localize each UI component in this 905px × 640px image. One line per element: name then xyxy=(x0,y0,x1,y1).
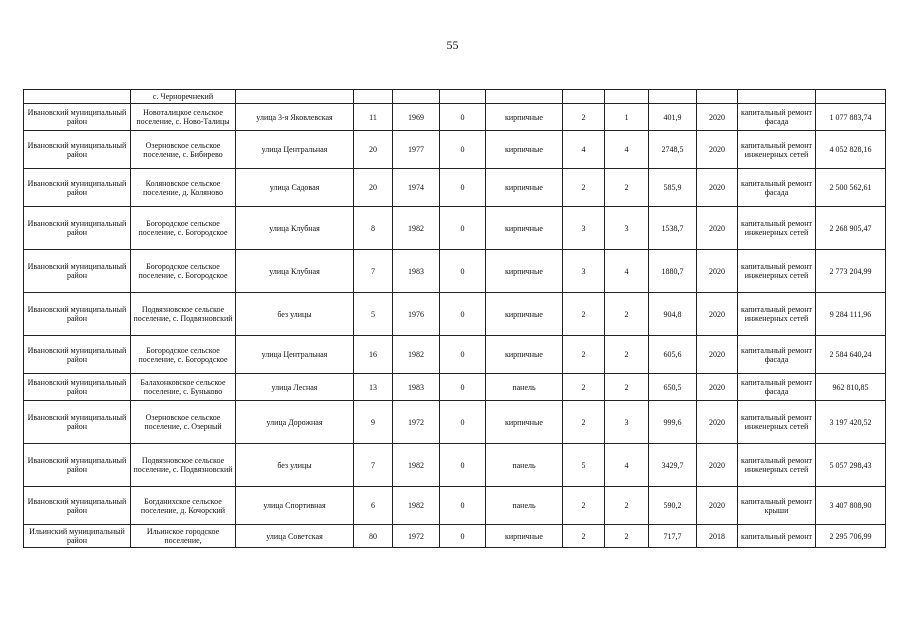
cell-cost: 5 057 298,43 xyxy=(816,444,886,487)
cell-material: кирпичные xyxy=(486,131,563,169)
cell-entrances: 4 xyxy=(605,250,649,293)
cell-plan-year: 2020 xyxy=(697,207,738,250)
cell-cost xyxy=(816,90,886,104)
cell-year xyxy=(393,90,440,104)
cell-street: улица Садовая xyxy=(236,169,354,207)
cell-material: кирпичные xyxy=(486,169,563,207)
cell-cost: 962 810,85 xyxy=(816,374,886,401)
cell-work: капитальный ремонт фасада xyxy=(738,169,816,207)
cell-area: 1880,7 xyxy=(649,250,697,293)
cell-district: Ивановский муниципальный район xyxy=(24,293,131,336)
table-row xyxy=(24,131,886,169)
cell-floors: 2 xyxy=(563,374,605,401)
cell-zero: 0 xyxy=(440,401,486,444)
page-number: 55 xyxy=(446,38,459,52)
cell-street: улица Центральная xyxy=(236,336,354,374)
cell-year: 1983 xyxy=(393,250,440,293)
cell-area xyxy=(649,90,697,104)
cell-district: Ивановский муниципальный район xyxy=(24,250,131,293)
cell-street: улица Лесная xyxy=(236,374,354,401)
cell-district: Ивановский муниципальный район xyxy=(24,104,131,131)
cell-year: 1982 xyxy=(393,444,440,487)
cell-settlement: Богданихское сельское поселение, д. Кочорский xyxy=(131,487,236,525)
cell-area: 605,6 xyxy=(649,336,697,374)
cell-settlement: Озерновское сельское поселение, с. Бибирево xyxy=(131,131,236,169)
cell-floors: 2 xyxy=(563,104,605,131)
cell-zero: 0 xyxy=(440,250,486,293)
cell-year: 1976 xyxy=(393,293,440,336)
cell-house: 8 xyxy=(354,207,393,250)
cell-work: капитальный ремонт инженерных сетей xyxy=(738,131,816,169)
cell-street xyxy=(236,90,354,104)
cell-material: кирпичные xyxy=(486,207,563,250)
cell-cost: 2 773 204,99 xyxy=(816,250,886,293)
cell-entrances: 2 xyxy=(605,374,649,401)
cell-work: капитальный ремонт инженерных сетей xyxy=(738,207,816,250)
cell-floors: 2 xyxy=(563,336,605,374)
table-row xyxy=(24,336,886,374)
cell-work: капитальный ремонт крыши xyxy=(738,487,816,525)
cell-house: 20 xyxy=(354,131,393,169)
cell-zero: 0 xyxy=(440,169,486,207)
cell-entrances xyxy=(605,90,649,104)
table-row xyxy=(24,374,886,401)
cell-zero: 0 xyxy=(440,374,486,401)
cell-street: без улицы xyxy=(236,444,354,487)
cell-work: капитальный ремонт фасада xyxy=(738,336,816,374)
cell-area: 904,8 xyxy=(649,293,697,336)
cell-plan-year: 2020 xyxy=(697,487,738,525)
cell-work: капитальный ремонт xyxy=(738,525,816,548)
cell-street: улица 3-я Яковлевская xyxy=(236,104,354,131)
cell-zero: 0 xyxy=(440,336,486,374)
cell-area: 401,9 xyxy=(649,104,697,131)
cell-settlement: Богородское сельское поселение, с. Богородское xyxy=(131,336,236,374)
cell-plan-year: 2020 xyxy=(697,444,738,487)
cell-year: 1974 xyxy=(393,169,440,207)
cell-entrances: 3 xyxy=(605,207,649,250)
cell-year: 1972 xyxy=(393,401,440,444)
cell-district: Ивановский муниципальный район xyxy=(24,131,131,169)
cell-settlement: с. Черноречнекий xyxy=(131,90,236,104)
cell-settlement: Коляновское сельское поселение, д. Коляново xyxy=(131,169,236,207)
cell-floors: 2 xyxy=(563,525,605,548)
cell-floors: 2 xyxy=(563,401,605,444)
cell-material: кирпичные xyxy=(486,104,563,131)
cell-plan-year: 2020 xyxy=(697,374,738,401)
cell-house: 20 xyxy=(354,169,393,207)
cell-zero: 0 xyxy=(440,444,486,487)
cell-material: кирпичные xyxy=(486,401,563,444)
cell-floors: 2 xyxy=(563,169,605,207)
table-row xyxy=(24,444,886,487)
cell-material: кирпичные xyxy=(486,293,563,336)
cell-floors: 2 xyxy=(563,293,605,336)
cell-work: капитальный ремонт инженерных сетей xyxy=(738,250,816,293)
cell-street: без улицы xyxy=(236,293,354,336)
cell-street: улица Клубная xyxy=(236,207,354,250)
cell-district: Ивановский муниципальный район xyxy=(24,487,131,525)
cell-house: 7 xyxy=(354,444,393,487)
cell-house: 7 xyxy=(354,250,393,293)
table-row xyxy=(24,207,886,250)
cell-work: капитальный ремонт инженерных сетей xyxy=(738,401,816,444)
table-row-partial xyxy=(24,90,886,104)
cell-house: 16 xyxy=(354,336,393,374)
cell-cost: 2 268 905,47 xyxy=(816,207,886,250)
cell-area: 3429,7 xyxy=(649,444,697,487)
cell-street: улица Клубная xyxy=(236,250,354,293)
cell-settlement: Подвязновское сельское поселение, с. Подвязновский xyxy=(131,444,236,487)
cell-district: Ивановский муниципальный район xyxy=(24,336,131,374)
table-row xyxy=(24,169,886,207)
cell-district: Ивановский муниципальный район xyxy=(24,444,131,487)
cell-cost: 1 077 883,74 xyxy=(816,104,886,131)
cell-plan-year: 2020 xyxy=(697,104,738,131)
cell-year: 1969 xyxy=(393,104,440,131)
cell-floors xyxy=(563,90,605,104)
cell-entrances: 3 xyxy=(605,401,649,444)
cell-cost: 3 407 808,90 xyxy=(816,487,886,525)
cell-house: 6 xyxy=(354,487,393,525)
cell-cost: 9 284 111,96 xyxy=(816,293,886,336)
cell-plan-year: 2020 xyxy=(697,293,738,336)
cell-district: Ивановский муниципальный район xyxy=(24,207,131,250)
cell-district: Ивановский муниципальный район xyxy=(24,374,131,401)
cell-material: кирпичные xyxy=(486,525,563,548)
cell-material: панель xyxy=(486,444,563,487)
cell-cost: 2 500 562,61 xyxy=(816,169,886,207)
cell-plan-year: 2020 xyxy=(697,401,738,444)
cell-zero: 0 xyxy=(440,131,486,169)
cell-house xyxy=(354,90,393,104)
cell-cost: 3 197 420,52 xyxy=(816,401,886,444)
cell-area: 590,2 xyxy=(649,487,697,525)
cell-material: кирпичные xyxy=(486,250,563,293)
cell-floors: 3 xyxy=(563,250,605,293)
table-row xyxy=(24,293,886,336)
cell-settlement: Богородское сельское поселение, с. Богородское xyxy=(131,207,236,250)
cell-zero: 0 xyxy=(440,104,486,131)
cell-floors: 3 xyxy=(563,207,605,250)
cell-year: 1982 xyxy=(393,207,440,250)
table-body xyxy=(24,90,886,548)
cell-street: улица Центральная xyxy=(236,131,354,169)
cell-cost: 2 295 706,99 xyxy=(816,525,886,548)
cell-district: Ивановский муниципальный район xyxy=(24,401,131,444)
cell-material: панель xyxy=(486,374,563,401)
cell-area: 650,5 xyxy=(649,374,697,401)
cell-entrances: 4 xyxy=(605,444,649,487)
cell-district: Ильинский муниципальный район xyxy=(24,525,131,548)
cell-zero: 0 xyxy=(440,487,486,525)
cell-year: 1982 xyxy=(393,336,440,374)
cell-area: 717,7 xyxy=(649,525,697,548)
cell-district xyxy=(24,90,131,104)
cell-entrances: 4 xyxy=(605,131,649,169)
housing-repair-table xyxy=(23,89,886,548)
cell-area: 2748,5 xyxy=(649,131,697,169)
cell-settlement: Подвязновское сельское поселение, с. Подвязновский xyxy=(131,293,236,336)
cell-district: Ивановский муниципальный район xyxy=(24,169,131,207)
table-row xyxy=(24,525,886,548)
cell-area: 1538,7 xyxy=(649,207,697,250)
cell-plan-year: 2020 xyxy=(697,250,738,293)
cell-work: капитальный ремонт инженерных сетей xyxy=(738,444,816,487)
table-row xyxy=(24,487,886,525)
cell-zero: 0 xyxy=(440,525,486,548)
table-row xyxy=(24,250,886,293)
cell-plan-year xyxy=(697,90,738,104)
cell-area: 999,6 xyxy=(649,401,697,444)
cell-house: 13 xyxy=(354,374,393,401)
cell-house: 9 xyxy=(354,401,393,444)
cell-plan-year: 2020 xyxy=(697,131,738,169)
cell-house: 80 xyxy=(354,525,393,548)
cell-floors: 2 xyxy=(563,487,605,525)
cell-street: улица Советская xyxy=(236,525,354,548)
cell-area: 585,9 xyxy=(649,169,697,207)
cell-zero: 0 xyxy=(440,207,486,250)
cell-work: капитальный ремонт фасада xyxy=(738,104,816,131)
cell-work: капитальный ремонт инженерных сетей xyxy=(738,293,816,336)
cell-entrances: 2 xyxy=(605,336,649,374)
cell-settlement: Новоталицкое сельское поселение, с. Ново-Талицы xyxy=(131,104,236,131)
cell-settlement: Балахонковское сельское поселение, с. Буньково xyxy=(131,374,236,401)
cell-entrances: 1 xyxy=(605,104,649,131)
cell-house: 11 xyxy=(354,104,393,131)
cell-zero: 0 xyxy=(440,293,486,336)
cell-plan-year: 2020 xyxy=(697,169,738,207)
cell-material: кирпичные xyxy=(486,336,563,374)
cell-year: 1972 xyxy=(393,525,440,548)
cell-cost: 2 584 640,24 xyxy=(816,336,886,374)
cell-work xyxy=(738,90,816,104)
cell-zero xyxy=(440,90,486,104)
cell-street: улица Дорожная xyxy=(236,401,354,444)
cell-entrances: 2 xyxy=(605,293,649,336)
cell-material xyxy=(486,90,563,104)
table-row xyxy=(24,401,886,444)
cell-entrances: 2 xyxy=(605,525,649,548)
cell-cost: 4 052 828,16 xyxy=(816,131,886,169)
cell-material: панель xyxy=(486,487,563,525)
cell-floors: 4 xyxy=(563,131,605,169)
cell-year: 1983 xyxy=(393,374,440,401)
cell-work: капитальный ремонт фасада xyxy=(738,374,816,401)
cell-house: 5 xyxy=(354,293,393,336)
cell-plan-year: 2018 xyxy=(697,525,738,548)
cell-plan-year: 2020 xyxy=(697,336,738,374)
cell-settlement: Ильинское городское поселение, xyxy=(131,525,236,548)
cell-entrances: 2 xyxy=(605,169,649,207)
cell-settlement: Озерновское сельское поселение, с. Озерный xyxy=(131,401,236,444)
cell-year: 1982 xyxy=(393,487,440,525)
cell-settlement: Богородское сельское поселение, с. Богородское xyxy=(131,250,236,293)
cell-year: 1977 xyxy=(393,131,440,169)
cell-street: улица Спортивная xyxy=(236,487,354,525)
cell-floors: 5 xyxy=(563,444,605,487)
table-row xyxy=(24,104,886,131)
cell-entrances: 2 xyxy=(605,487,649,525)
